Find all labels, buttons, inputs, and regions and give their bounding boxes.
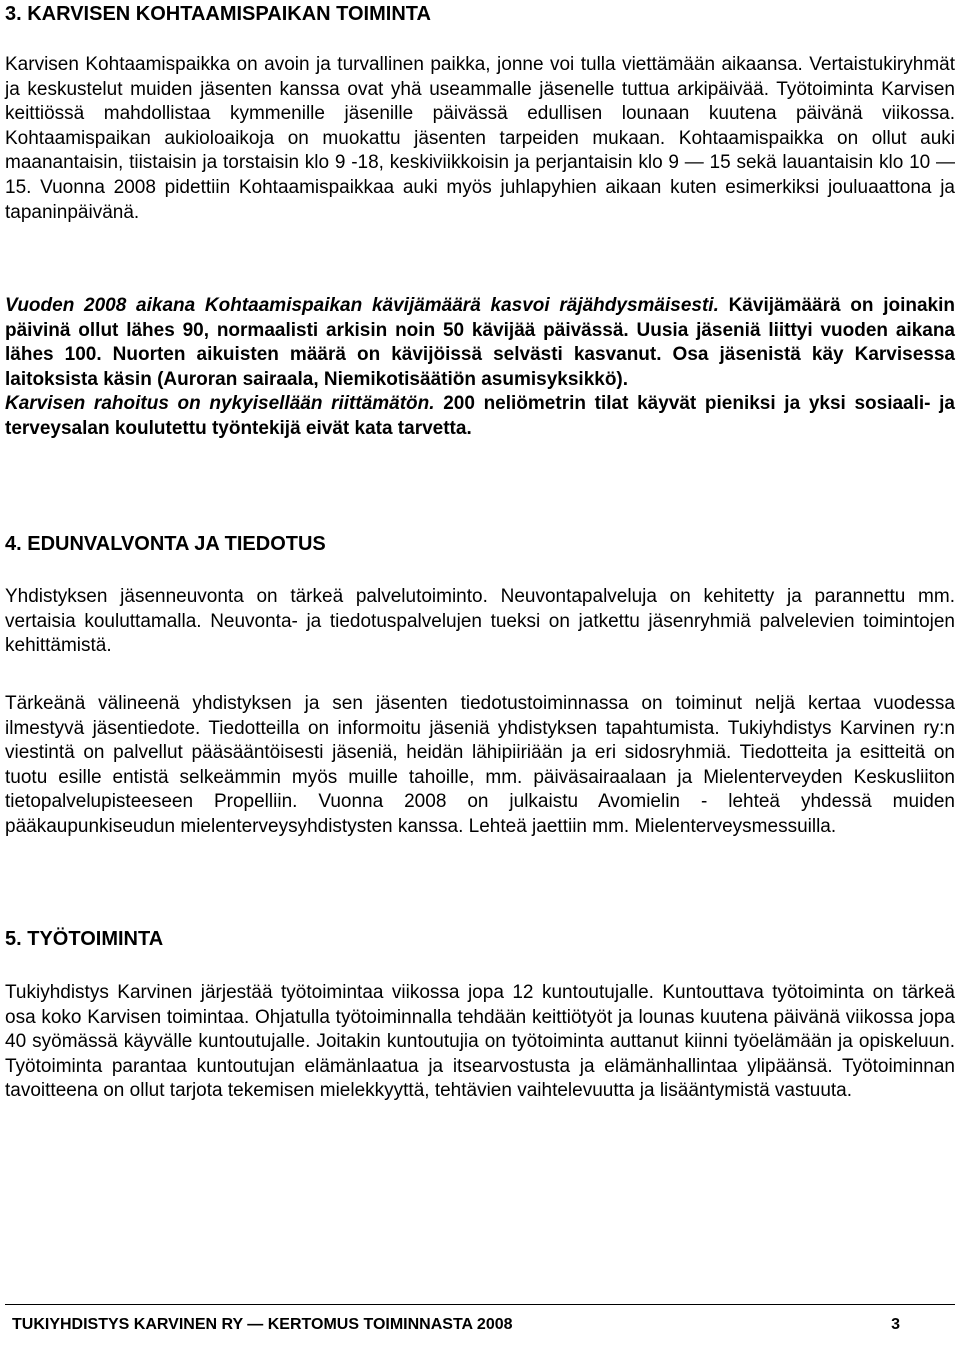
bold-text-2: 200 neliömetrin tilat käyvät pieniksi ja yksi sosiaali- ja terveysalan koulutettu työntekijä eivät kata tarvetta. — [5, 393, 955, 439]
section-5-paragraph: Tukiyhdistys Karvinen järjestää työtoimintaa viikossa jopa 12 kuntoutujalle. Kuntouttava työtoiminta on tärkeä osa koko Karvisen toimintaa. Ohjatulla työtoiminnalla tehdään keittiötyöt ja lounas kuutena päivänä viikossa jopa 40 syömässä käyvälle kuntoutujalle. Joitakin kuntoutujia on työtoiminta auttanut kiinni työelämään ja opiskeluun. Työtoiminta parantaa kuntoutujan elämänlaatua ja itsearvostusta ja elämänhallintaa ylipäänsä. Työtoiminnan tavoitteena on ollut tarjota tekemisen mielekkyyttä, tehtävien vaihtelevuutta ja lisääntymistä vastuuta. — [5, 982, 955, 1102]
page-number: 3 — [891, 1316, 900, 1333]
section-heading-3: 3. KARVISEN KOHTAAMISPAIKAN TOIMINTA — [5, 3, 431, 25]
bold-italic-sentence: Vuoden 2008 aikana Kohtaamispaikan kävijämäärä kasvoi räjähdysmäisesti. — [5, 295, 719, 316]
section-heading-4: 4. EDUNVALVONTA JA TIEDOTUS — [5, 533, 326, 555]
section-4-paragraph-2: Tärkeänä välineenä yhdistyksen ja sen jäsenten tiedotustoiminnassa on toiminut neljä kertaa vuodessa ilmestyvä jäsentiedote. Tiedotteilla on informoitu jäseniä yhdistyksen tapahtumista. Tukiyhdistys Karvinen ry:n viestintä on palvellut pääsääntöisesti jäseniä, heidän lähipiiriään ja eri sidosryhmiä. Tiedotteita ja esitteitä on tuotu esille entistä selkeämmin myös muille tahoille, mm. päiväsairaalaan ja Mielenterveyden Keskusliiton tietopalvelupisteeseen Propelliin. Vuonna 2008 on julkaistu Avomielin - lehteä yhdessä muiden pääkaupunkiseudun mielenterveysyhdistysten kanssa. Lehteä jaettiin mm. Mielenterveysmessuilla. — [5, 693, 955, 837]
bold-text: Kävijämäärä on joinakin päivinä ollut lähes 90, normaalisti arkisin noin 50 kävijää päivässä. Uusia jäseniä liittyi vuoden aikana lähes 100. Nuorten aikuisten määrä on kävijöissä selvästi kasvanut. Osa jäsenistä käy Karvisessa laitoksista käsin (Auroran sairaala, Niemikotisäätiön asumisyksikkö). — [5, 295, 955, 390]
section-heading-5: 5. TYÖTOIMINTA — [5, 928, 164, 950]
section-3-bold-paragraph — [5, 294, 955, 442]
section-3-paragraph: Karvisen Kohtaamispaikka on avoin ja turvallinen paikka, jonne voi tulla viettämään aikaansa. Vertaistukiryhmät ja keskustelut muiden jäsenten kanssa ovat yhä useammalle jäsenelle tuttua arkipäivää. Työtoiminta Karvisen keittiössä mahdollistaa kymmenille jäsenille päivässä edullisen lounaan kuutena päivänä viikossa. Kohtaamispaikan aukioloaikoja on muokattu jäsenten tarpeiden mukaan. Kohtaamispaikka on ollut auki maanantaisin, tiistaisin ja torstaisin klo 9 -18, keskiviikkoisin ja perjantaisin klo 9 — 15 sekä lauantaisin klo 10 — 15. Vuonna 2008 pidettiin Kohtaamispaikkaa auki myös juhlapyhien aikaan kuten esimerkiksi jouluaattona ja tapaninpäivänä. — [5, 54, 955, 223]
footer-title: TUKIYHDISTYS KARVINEN RY — KERTOMUS TOIMINNASTA 2008 — [12, 1316, 513, 1333]
section-4-paragraph-1: Yhdistyksen jäsenneuvonta on tärkeä palvelutoiminto. Neuvontapalveluja on kehitetty ja parannettu mm. vertaisia kouluttamalla. Neuvonta- ja tiedotuspalvelujen tueksi on jatkettu jäsenryhmiä palvelevien toimintojen kehittämistä. — [5, 586, 955, 657]
bold-italic-sentence-2: Karvisen rahoitus on nykyisellään riittämätön. — [5, 393, 435, 415]
page-footer — [5, 1304, 955, 1333]
